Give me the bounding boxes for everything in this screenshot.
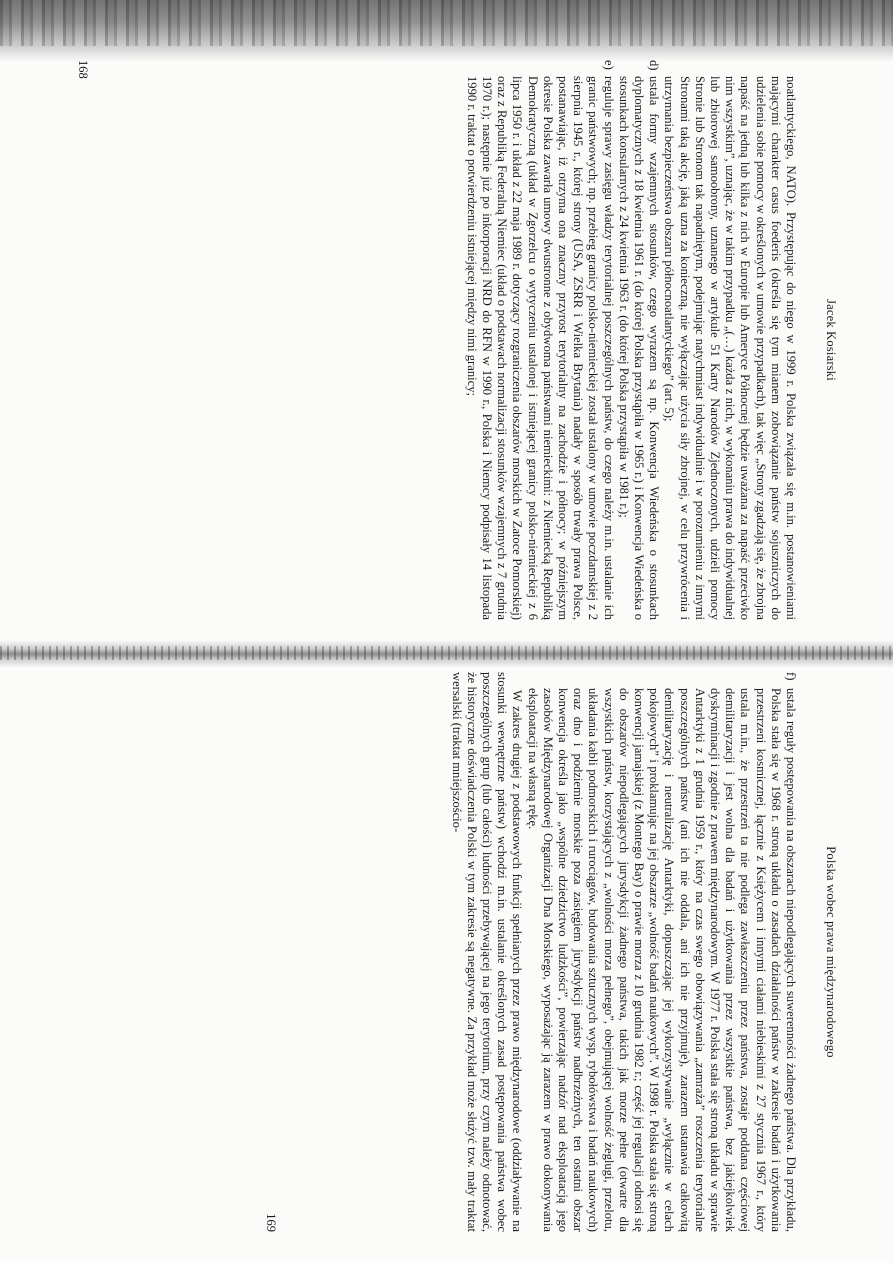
running-header: Polska wobec prawa międzynarodowego xyxy=(824,846,838,1058)
list-label: e) xyxy=(601,60,616,70)
page-168 xyxy=(70,60,838,620)
list-text: reguluje sprawy zasięgu władzy terytorialnej poszczególnych państw, do czego należy m.in. ustalanie ich granic państwowych; np. przebieg granicy polsko-niemieckiej został ustalony w umowie poczdamskiej z 2 sierpnia 1945 r., której strony (USA, ZSRR i Wielka Brytania) nadały w sposób trwały prawa Polsce, postanawiając, iż otrzyma ona znaczny przyrost terytorialny na zachodzie i północy; w późniejszym okresie Polska zawarła umowy dwustronne z obydwoma państwami niemieckimi: z Niemiecką Republiką Demokratyczną (układ w Zgorzelcu o wytyczeniu ustalonej i istniejącej granicy polsko-niemieckiej z 6 lipca 1950 r. i układ z 22 maja 1989 r. dotyczący rozgraniczenia obszarów morskich w Zatoce Pomorskiej) oraz z Republiką Federalną Niemiec (układ o podstawach normalizacji stosunków wzajemnych z 7 grudnia 1970 r.); następnie już po inkorporacji NRD do RFN w 1990 r., Polska i Niemcy podpisały 14 listopada 1990 r. traktat o potwierdzeniu istniejącej między nimi granicy; xyxy=(464,76,616,620)
page-number: 169 xyxy=(264,1213,278,1232)
list-text: ustala reguły postępowania na obszarach niepodlegających suwerenności żadnego państwa. Dla przykładu, Polska stała się w 1968 r. stroną układu o zasadach działalności państw w zakresie badań i użytkowania przestrzeni kosmicznej, łącznie z Księżycem i innymi ciałami niebieskimi z 27 stycznia 1967 r., który ustala m.in., że przestrzeń ta nie podlega zawłaszczeniu przez państwa, zostaje poddana częściowej demilitaryzacji i jest wolna dla badań i użytkowania przez wszystkie państwa, bez jakiejkolwiek dyskryminacji i zgodnie z prawem międzynarodowym. W 1977 r. Polska stała się stroną układu w sprawie Antarktyki z 1 grudnia 1959 r., który na czas swego obowiązywania „zamraża” roszczenia terytorialne poszczególnych państw (ani ich nie oddala, ani ich nie przyjmuje), zarazem ustanawia całkowitą demilitaryzację i neutralizację Antarktyki, dopuszczając jej wykorzystywanie „wyłącznie w celach pokojowych” i proklamując na jej obszarze „wolność badań naukowych”. W 1998 r. Polska stała się stroną konwencji jamajskiej (z Montego Bay) o prawie morza z 10 grudnia 1982 r.; część jej regulacji odnosi się do obszarów niepodlegających jurysdykcji żadnego państwa, takich jak morze pełne (otwarte dla wszystkich państw, korzystających z „wolności morza pełnego”, obejmującej wolność żeglugi, przelotu, układania kabli podmorskich i rurociągów, budowania sztucznych wysp, rybołówstwa i badań naukowych) oraz dno i podziemie morskie poza zasięgiem jurysdykcji państw nadbrzeżnych, ten ostatni obszar konwencja określa jako „wspólne dziedzictwo ludzkości”, powierzając nadzór nad eksploatacją jego zasobów Międzynarodowej Organizacji Dna Morskiego, wyposażając ją zarazem w prawo dokonywania eksploatacji na własną rękę. xyxy=(525,688,798,1232)
page-body xyxy=(448,672,798,1232)
scan-shadow-texture xyxy=(0,0,893,46)
book-fold-texture xyxy=(0,646,893,660)
paragraph: W zakres drugiej z podstawowych funkcji spełnianych przez prawo międzynarodowe (oddziaływanie na stosunki wewnętrzne państw) wchodzi m.in. ustalanie określonych zasad postępowania państwa wobec poszczególnych grup (lub całości) ludności przebywającej na jego terytorium, przy czym należy odnotować, że historyczne doświadczenia Polski w tym zakresie są negatywne. Za przykład może służyć tzw. mały traktat wersalski (traktat mniejszościo- xyxy=(449,672,525,1232)
list-label: d) xyxy=(647,60,662,71)
list-item-f xyxy=(524,672,798,1232)
list-item-e xyxy=(464,60,616,620)
list-label: f) xyxy=(784,672,798,681)
page-169 xyxy=(70,672,838,1232)
list-item-d xyxy=(616,60,662,620)
list-text: ustala formy wzajemnych stosunków, czego wyrazem są np. Konwencja Wiedeńska o stosunkach dyplomatycznych z 18 kwietnia 1961 r. (do której Polska przystąpiła w 1965 r.) i Konwencja Wiedeńska o stosunkach konsularnych z 24 kwietnia 1963 r. (do której Polska przystąpiła w 1981 r.); xyxy=(616,76,662,620)
page-number: 168 xyxy=(76,60,90,79)
paragraph-continuation: noatlantyckiego, NATO). Przystępując do niego w 1999 r. Polska związała się m.in. postanowieniami mającymi charakter casus foederis (określa się tym mianem zobowiązanie państw sojuszniczych do udzielenia sobie pomocy w określonych w umowie przypadkach), tak więc „Strony zgadzają się, że zbrojna napaść na jedną lub kilka z nich w Europie lub Ameryce Północnej będzie uważana za napaść przeciwko nim wszystkim”, uznając, że w takim przypadku „(…) każda z nich, w wykonaniu prawa do indywidualnej lub zbiorowej samoobrony, uznanego w artykule 51 Karty Narodów Zjednoczonych, udzieli pomocy Stronie lub Stronom tak napadniętym, podejmując natychmiast indywidualnie i w porozumieniu z innymi Stronami taką akcję, jaką uzna za konieczną, nie wyłączając użycia siły zbrojnej, w celu przywrócenia i utrzymania bezpieczeństwa obszaru północnoatlantyckiego” (art. 5); xyxy=(662,76,798,620)
running-header: Jacek Kosiarski xyxy=(824,299,838,381)
page-body xyxy=(464,60,798,620)
